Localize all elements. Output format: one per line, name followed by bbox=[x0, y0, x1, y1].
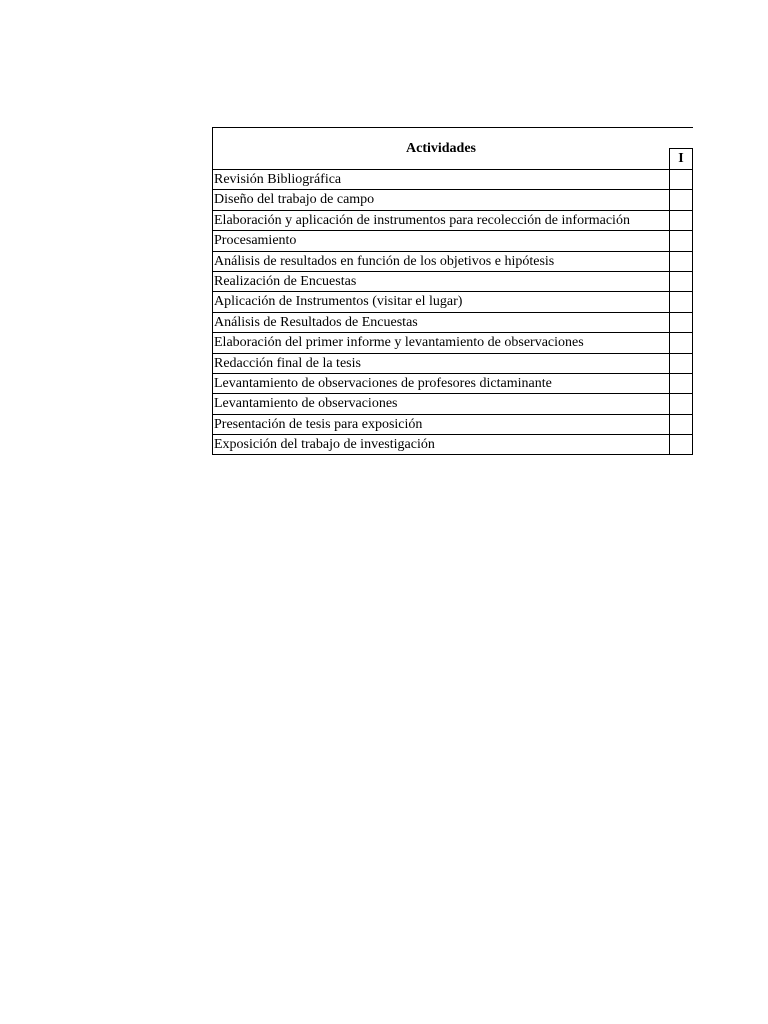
header-period-group bbox=[669, 127, 693, 149]
header-period-i: I bbox=[669, 148, 693, 170]
table-row bbox=[212, 312, 693, 332]
activity-label: Realización de Encuestas bbox=[212, 271, 670, 292]
activities-table bbox=[212, 127, 693, 454]
activity-label: Elaboración del primer informe y levantamiento de observaciones bbox=[212, 332, 670, 353]
period-cell bbox=[669, 169, 693, 190]
table-row bbox=[212, 353, 693, 373]
table-body bbox=[212, 169, 693, 454]
period-cell bbox=[669, 271, 693, 292]
period-cell bbox=[669, 251, 693, 272]
period-cell bbox=[669, 332, 693, 353]
period-cell bbox=[669, 210, 693, 231]
period-cell bbox=[669, 373, 693, 394]
period-cell bbox=[669, 230, 693, 251]
activity-label: Revisión Bibliográfica bbox=[212, 169, 670, 190]
activity-label: Aplicación de Instrumentos (visitar el lugar) bbox=[212, 291, 670, 312]
header-activities: Actividades bbox=[212, 127, 670, 170]
activity-label: Levantamiento de observaciones bbox=[212, 393, 670, 414]
table-row bbox=[212, 210, 693, 230]
activity-label: Análisis de Resultados de Encuestas bbox=[212, 312, 670, 333]
activity-label: Redacción final de la tesis bbox=[212, 353, 670, 374]
activity-label: Elaboración y aplicación de instrumentos para recolección de información bbox=[212, 210, 670, 231]
table-row bbox=[212, 332, 693, 352]
period-cell bbox=[669, 312, 693, 333]
activity-label: Presentación de tesis para exposición bbox=[212, 414, 670, 435]
activity-label: Procesamiento bbox=[212, 230, 670, 251]
period-cell bbox=[669, 353, 693, 374]
table-row bbox=[212, 271, 693, 291]
table-row bbox=[212, 169, 693, 189]
period-cell bbox=[669, 393, 693, 414]
table-row bbox=[212, 434, 693, 454]
period-cell bbox=[669, 189, 693, 210]
table-row bbox=[212, 414, 693, 434]
table-row bbox=[212, 251, 693, 271]
table-row bbox=[212, 291, 693, 311]
activity-label: Análisis de resultados en función de los objetivos e hipótesis bbox=[212, 251, 670, 272]
table-row bbox=[212, 393, 693, 413]
activity-label: Exposición del trabajo de investigación bbox=[212, 434, 670, 455]
table-row bbox=[212, 230, 693, 250]
period-cell bbox=[669, 414, 693, 435]
activity-label: Diseño del trabajo de campo bbox=[212, 189, 670, 210]
activity-label: Levantamiento de observaciones de profesores dictaminante bbox=[212, 373, 670, 394]
table-row bbox=[212, 373, 693, 393]
period-cell bbox=[669, 434, 693, 455]
period-cell bbox=[669, 291, 693, 312]
table-row bbox=[212, 189, 693, 209]
